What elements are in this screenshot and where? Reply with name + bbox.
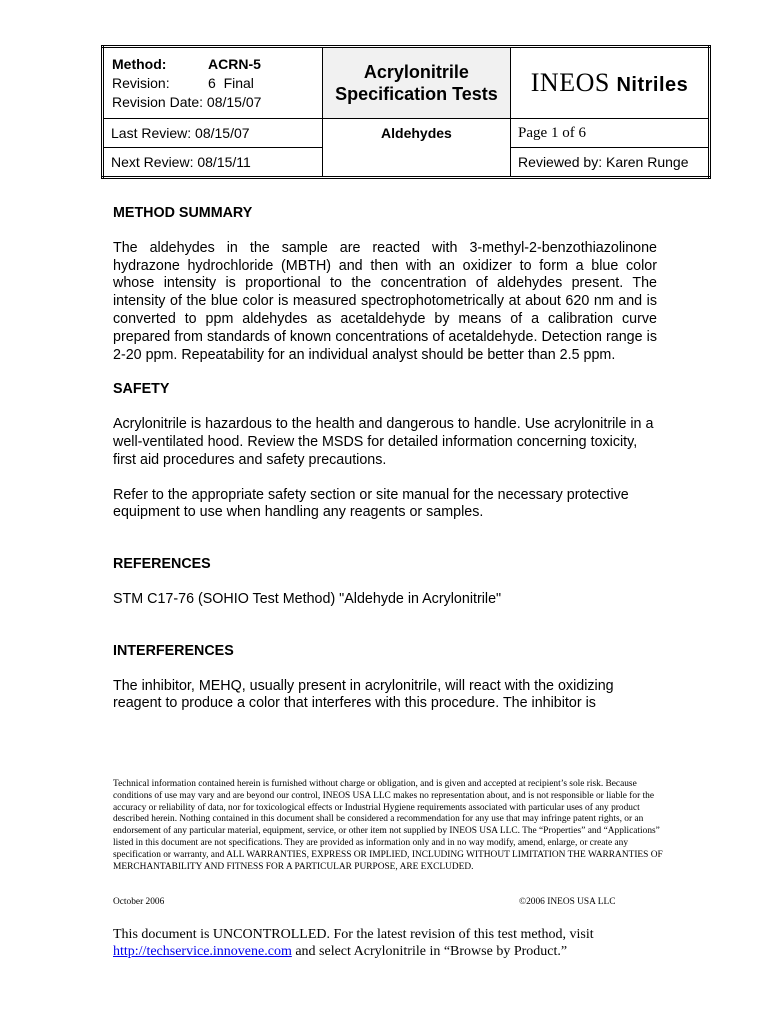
references-text: STM C17-76 (SOHIO Test Method) "Aldehyde in Acrylonitrile" xyxy=(113,590,502,607)
method-info-cell xyxy=(103,47,323,119)
document-header-table xyxy=(101,45,711,179)
references-heading: REFERENCES xyxy=(113,556,211,573)
footer-date: October 2006 xyxy=(113,897,165,907)
section-name-cell xyxy=(322,119,510,178)
method-summary-text: The aldehydes in the sample are reacted with 3-methyl-2-benzothiazolinone hydrazone hydrochloride (MBTH) and then with an oxidizer to form a blue color whose intensity is proportional to the concentration of aldehydes present. The intensity of the blue color is measured spectrophotometrically at about 620 nm and is converted to ppm aldehydes as acetaldehyde by means of a calibration curve prepared from standards of known concentrations of acetaldehyde. Detection range is 2-20 ppm. Repeatability for an individual analyst should be better than 2.5 ppm. xyxy=(113,239,657,363)
revision-date: Revision Date: 08/15/07 xyxy=(112,93,262,110)
interferences-heading: INTERFERENCES xyxy=(113,642,234,659)
revision-value: 6 Final xyxy=(208,74,254,91)
method-summary-heading: METHOD SUMMARY xyxy=(113,205,253,221)
interferences-text: The inhibitor, MEHQ, usually present in acrylonitrile, will react with the oxidizing reagent to produce a color that interferes with this procedure. The inhibitor is xyxy=(113,677,614,712)
revision-label: Revision: xyxy=(112,74,170,91)
document-title-line1: Acrylonitrile xyxy=(363,62,469,82)
document-title-cell xyxy=(322,47,510,119)
safety-text-1: Acrylonitrile is hazardous to the health and dangerous to handle. Use acrylonitrile in a well-ventilated hood. Review the MSDS for detailed information concerning toxicity, first aid procedures and safety precautions. xyxy=(113,416,654,468)
section-name: Aldehydes xyxy=(381,125,452,141)
footer-copyright: ©2006 INEOS USA LLC xyxy=(519,897,616,907)
last-review: Last Review: 08/15/07 xyxy=(103,119,323,148)
logo-brand-text: INEOS xyxy=(530,68,610,97)
method-row xyxy=(112,55,314,74)
company-logo xyxy=(511,47,710,119)
uncontrolled-notice xyxy=(113,926,673,960)
logo-sub-text: Nitriles xyxy=(616,74,689,96)
safety-heading: SAFETY xyxy=(113,381,170,398)
document-title-line2: Specification Tests xyxy=(335,84,498,104)
document-body xyxy=(113,205,657,713)
method-value: ACRN-5 xyxy=(208,55,261,72)
method-label: Method: xyxy=(112,55,167,72)
page-number: Page 1 of 6 xyxy=(511,119,710,148)
techservice-link[interactable]: http://techservice.innovene.com xyxy=(113,944,292,959)
revision-row xyxy=(112,74,314,93)
uncontrolled-suffix: and select Acrylonitrile in “Browse by Product.” xyxy=(291,944,568,959)
reviewed-by: Reviewed by: Karen Runge xyxy=(511,148,710,178)
legal-disclaimer: Technical information contained herein is furnished without charge or obligation, and is given and accepted at recipient’s sole risk. Because conditions of use may vary and are beyond our control, INEOS USA LLC makes no representation about, and is not responsible or liable for the accuracy or reliability of data, nor for toxicological effects or Industrial Hygiene requirements associated with particular uses of any product described herein. Nothing contained in this document shall be considered a recommendation for any use that may infringe patent rights, or an endorsement of any particular material, equipment, service, or other item not supplied by INEOS USA LLC. The “Properties” and “Applications” listed in this document are not specifications. They are provided as information only and in no way modify, amend, enlarge, or create any specification or warranty, and ALL WARRANTIES, EXPRESS OR IMPLIED, INCLUDING WITHOUT LIMITATION THE WARRANTIES OF MERCHANTABILITY AND FITNESS FOR A PARTICULAR PURPOSE, ARE EXCLUDED. xyxy=(113,779,663,872)
uncontrolled-text: This document is UNCONTROLLED. For the latest revision of this test method, visit xyxy=(113,927,594,942)
next-review: Next Review: 08/15/11 xyxy=(103,148,323,178)
safety-text-2: Refer to the appropriate safety section or site manual for the necessary protective equipment to use when handling any reagents or samples. xyxy=(113,486,629,521)
